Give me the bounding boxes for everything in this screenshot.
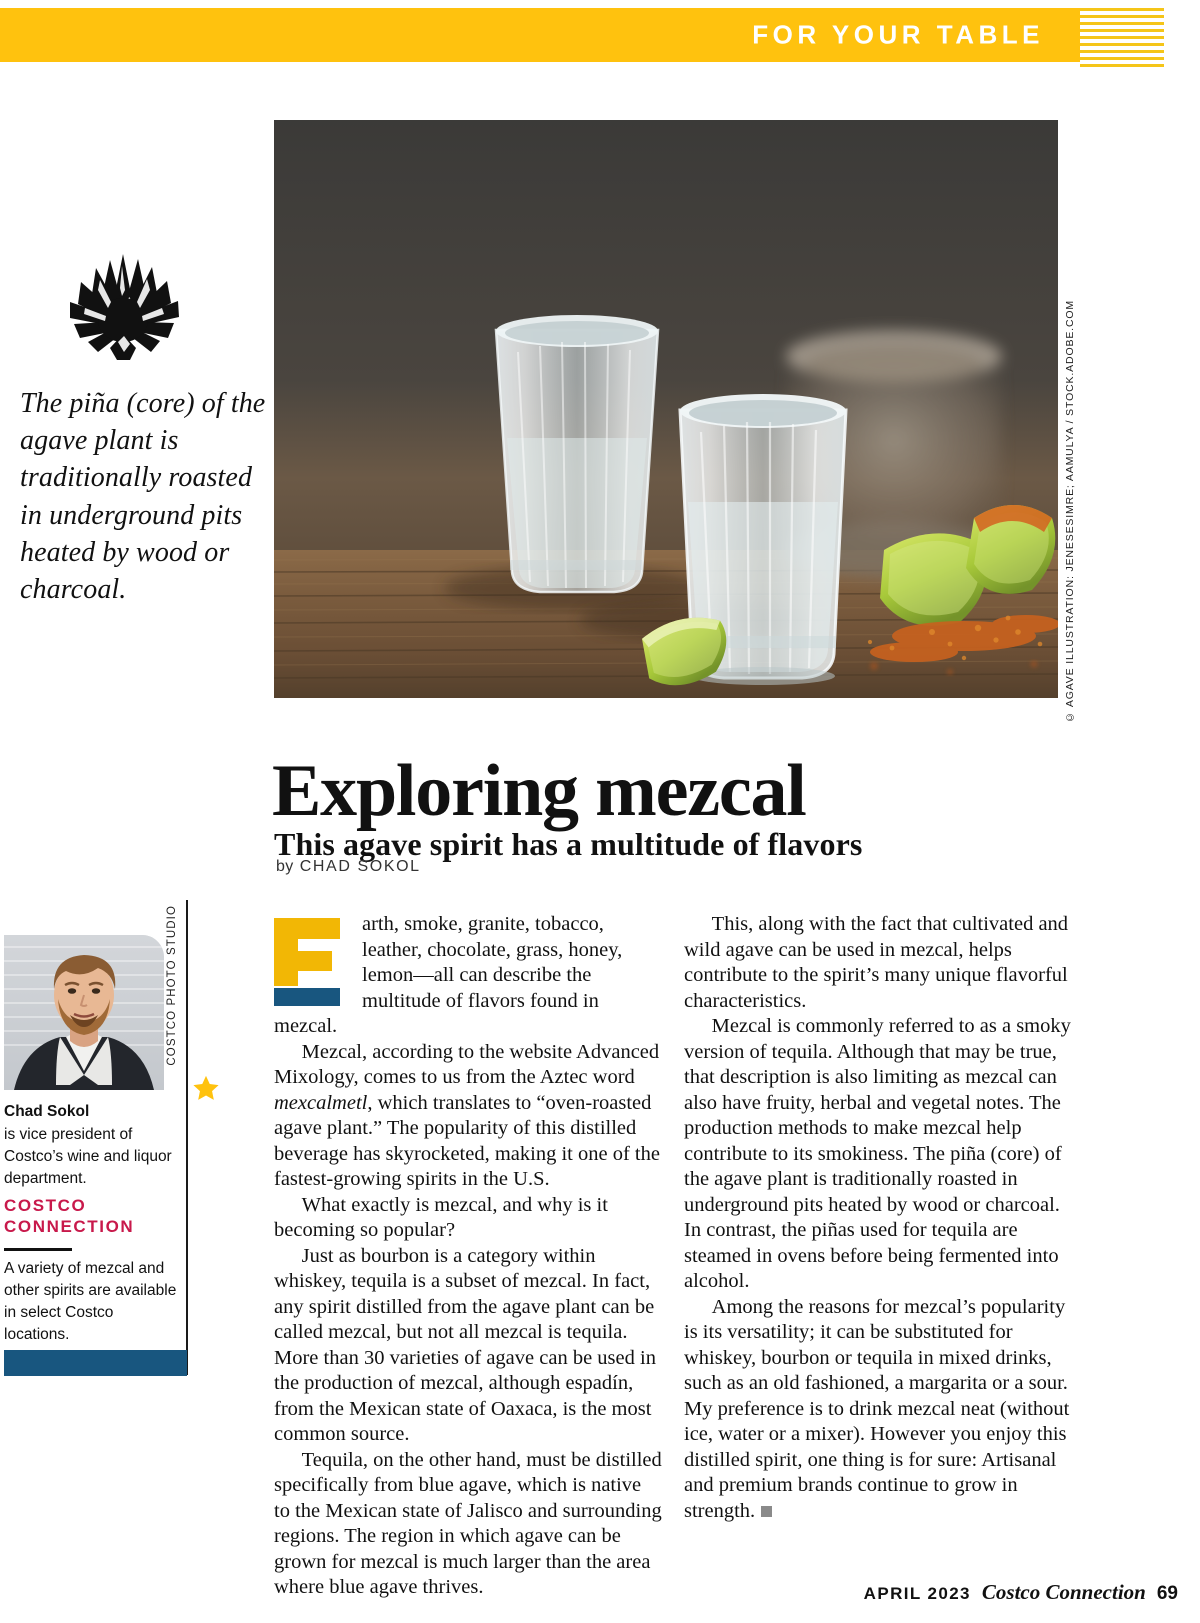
- article-body-right-column: [684, 912, 1074, 1524]
- sidebar-divider-rule: [186, 900, 188, 1375]
- section-header-banner: [0, 8, 1080, 62]
- paragraph: Mezcal is commonly referred to as a smoky version of tequila. Although that may be true, that description is also limiting as mezcal can also have fruity, herbal and vegetal notes. The production methods to make mezcal help contribute to its smokiness. The piña (core) of the agave plant is traditionally roasted in underground pits heated by wood or charcoal. In contrast, the piñas used for tequila are steamed in ovens before being fermented into alcohol.: [684, 1015, 1071, 1293]
- footer-issue-date: APRIL 2023: [863, 1584, 971, 1603]
- byline-author: CHAD SOKOL: [299, 858, 421, 875]
- end-of-article-mark: [761, 1506, 772, 1517]
- costco-connection-rule: [4, 1248, 72, 1251]
- header-stripe-decoration: [1080, 8, 1164, 70]
- agave-plant-icon: [48, 246, 198, 371]
- paragraph: arth, smoke, granite, tobacco, leather, chocolate, grass, honey, lemon—all can describe the multitude of flavors found in mezcal.: [274, 913, 623, 1038]
- drop-cap-letter-e: [274, 918, 352, 1006]
- foreign-term: mexcalmetl: [274, 1091, 368, 1114]
- article-body-left-column: [274, 912, 662, 1601]
- star-icon: [192, 1074, 220, 1102]
- byline-prefix: by: [276, 858, 294, 875]
- paragraph: What exactly is mezcal, and why is it becoming so popular?: [274, 1193, 608, 1242]
- costco-connection-body: A variety of mezcal and other spirits are available in select Costco locations.: [4, 1260, 177, 1343]
- author-photo-credit: COSTCO PHOTO STUDIO: [166, 905, 178, 1066]
- hero-photo-credit: © AGAVE ILLUSTRATION: JENESESIMRE; AAMULYA / STOCK.ADOBE.COM: [1064, 300, 1076, 724]
- page-footer: [864, 1580, 1178, 1605]
- page-title: Exploring mezcal: [272, 749, 806, 832]
- accent-bar: [4, 1350, 187, 1376]
- author-portrait: [4, 935, 164, 1090]
- paragraph: Just as bourbon is a category within whiskey, tequila is a subset of mezcal. In fact, any spirit distilled from the agave plant can be called mezcal, but not all mezcal is tequila. More than 30 varieties of agave can be used in the production of mezcal, although espadín, from the Mexican state of Oaxaca, is the most common source.: [274, 1244, 656, 1446]
- author-name: Chad Sokol: [4, 1103, 90, 1120]
- cc-heading-line2: CONNECTION: [4, 1216, 135, 1236]
- section-header-label: FOR YOUR TABLE: [752, 19, 1044, 50]
- pull-quote: The piña (core) of the agave plant is traditionally roasted in underground pits heated by wood or charcoal.: [20, 388, 266, 606]
- costco-connection-heading: [4, 1196, 184, 1237]
- article-subhead: This agave spirit has a multitude of flavors: [274, 825, 863, 862]
- byline: [276, 858, 421, 876]
- paragraph: Mezcal, according to the website Advanced Mixology, comes to us from the Aztec word mexcalmetl, which translates to “oven-roasted agave plant.” The popularity of this distilled beverage has skyrocketed, making it one of the fastest-growing spirits in the U.S.: [274, 1040, 660, 1191]
- paragraph: This, along with the fact that cultivated and wild agave can be used in mezcal, helps contribute to the spirit’s many unique flavorful characteristics.: [684, 913, 1069, 1012]
- footer-page-number: 69: [1156, 1583, 1178, 1604]
- hero-photo: [274, 120, 1058, 698]
- author-bio: is vice president of Costco’s wine and liquor department.: [4, 1126, 172, 1187]
- footer-magazine-name: Costco Connection: [981, 1580, 1146, 1604]
- cc-heading-line1: COSTCO: [4, 1196, 87, 1215]
- paragraph: Tequila, on the other hand, must be distilled specifically from blue agave, which is native to the Mexican state of Jalisco and surrounding regions. The region in which agave can be grown for mezcal is much larger than the area where blue agave thrives.: [274, 1448, 662, 1599]
- paragraph: Among the reasons for mezcal’s popularity is its versatility; it can be substituted for whiskey, bourbon or tequila in mixed drinks, such as an old fashioned, a margarita or a sour. My preference is to drink mezcal neat (without ice, water or a mixer). However you enjoy this distilled spirit, one thing is for sure: Artisanal and premium brands continue to grow in strength.: [684, 1295, 1070, 1522]
